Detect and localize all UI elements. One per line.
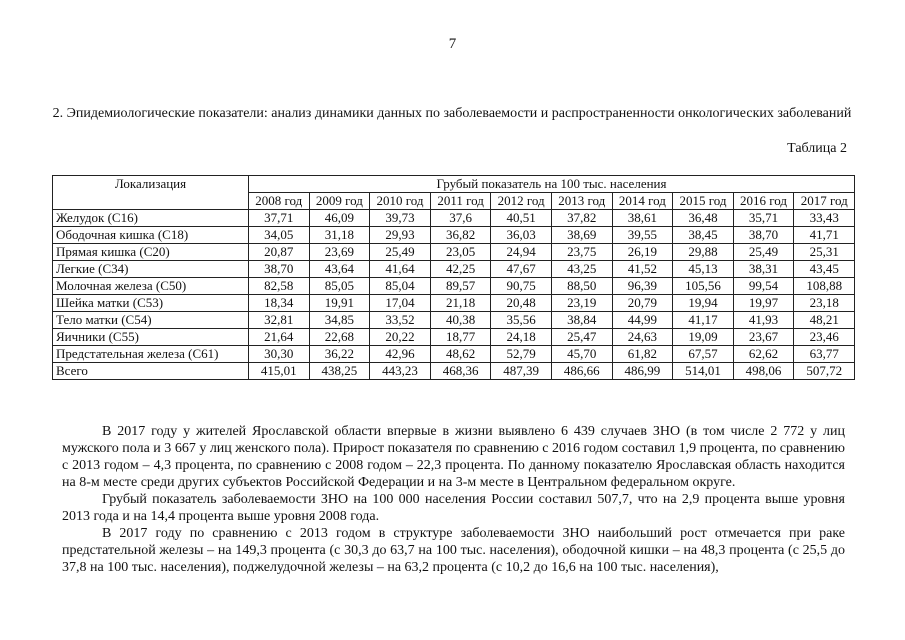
value-cell: 61,82 (612, 346, 673, 363)
table-row (53, 278, 855, 295)
value-cell: 21,64 (249, 329, 310, 346)
value-cell: 63,77 (794, 346, 855, 363)
value-cell: 48,62 (430, 346, 491, 363)
value-cell: 90,75 (491, 278, 552, 295)
value-cell: 34,85 (309, 312, 370, 329)
value-cell: 38,45 (673, 227, 734, 244)
body-text (62, 423, 845, 576)
section-heading: 2. Эпидемиологические показатели: анализ динамики данных по заболеваемости и распространенности онкологических заболеваний (52, 106, 852, 121)
year-header: 2016 год (733, 193, 794, 210)
value-cell: 36,22 (309, 346, 370, 363)
value-cell: 45,70 (551, 346, 612, 363)
paragraph: В 2017 году у жителей Ярославской области впервые в жизни выявлено 6 439 случаев ЗНО (в том числе 2 772 у лиц мужского пола и 3 667 у лиц женского пола). Прирост показателя по сравнению с 2016 годом составил 1,9 процента, по сравнению с 2013 годом – 4,3 процента, по сравнению с 2008 годом – 22,3 процента. По данному показателю Ярославская область находится на 8-м месте среди других субъектов Российской Федерации и на 3-м месте в Центральном федеральном округе. (62, 424, 845, 490)
year-header: 2017 год (794, 193, 855, 210)
value-cell: 41,93 (733, 312, 794, 329)
value-cell: 47,67 (491, 261, 552, 278)
table-row (53, 295, 855, 312)
value-cell: 415,01 (249, 363, 310, 380)
value-cell: 507,72 (794, 363, 855, 380)
value-cell: 498,06 (733, 363, 794, 380)
value-cell: 19,94 (673, 295, 734, 312)
value-cell: 25,47 (551, 329, 612, 346)
value-cell: 17,04 (370, 295, 431, 312)
value-cell: 41,64 (370, 261, 431, 278)
value-cell: 19,09 (673, 329, 734, 346)
value-cell: 486,66 (551, 363, 612, 380)
value-cell: 25,49 (370, 244, 431, 261)
year-header: 2008 год (249, 193, 310, 210)
localization-cell: Всего (53, 363, 249, 380)
localization-cell: Ободочная кишка (С18) (53, 227, 249, 244)
value-cell: 43,25 (551, 261, 612, 278)
value-cell: 37,82 (551, 210, 612, 227)
value-cell: 41,71 (794, 227, 855, 244)
table-row (53, 244, 855, 261)
value-cell: 23,46 (794, 329, 855, 346)
table-body (53, 210, 855, 380)
table-row (53, 227, 855, 244)
value-cell: 20,48 (491, 295, 552, 312)
value-cell: 48,21 (794, 312, 855, 329)
value-cell: 40,38 (430, 312, 491, 329)
value-cell: 62,62 (733, 346, 794, 363)
value-cell: 23,75 (551, 244, 612, 261)
table-row (53, 210, 855, 227)
value-cell: 39,73 (370, 210, 431, 227)
value-cell: 82,58 (249, 278, 310, 295)
year-header: 2011 год (430, 193, 491, 210)
value-cell: 88,50 (551, 278, 612, 295)
year-header: 2009 год (309, 193, 370, 210)
value-cell: 39,55 (612, 227, 673, 244)
value-cell: 438,25 (309, 363, 370, 380)
value-cell: 37,71 (249, 210, 310, 227)
table-header-row (53, 176, 855, 193)
value-cell: 46,09 (309, 210, 370, 227)
year-header: 2010 год (370, 193, 431, 210)
localization-cell: Предстательная железа (С61) (53, 346, 249, 363)
value-cell: 24,18 (491, 329, 552, 346)
value-cell: 487,39 (491, 363, 552, 380)
table-row (53, 312, 855, 329)
value-cell: 38,70 (249, 261, 310, 278)
value-cell: 20,79 (612, 295, 673, 312)
value-cell: 23,18 (794, 295, 855, 312)
value-cell: 36,03 (491, 227, 552, 244)
value-cell: 52,79 (491, 346, 552, 363)
localization-cell: Яичники (С55) (53, 329, 249, 346)
localization-cell: Молочная железа (С50) (53, 278, 249, 295)
value-cell: 26,19 (612, 244, 673, 261)
value-cell: 19,97 (733, 295, 794, 312)
value-cell: 99,54 (733, 278, 794, 295)
value-cell: 443,23 (370, 363, 431, 380)
value-cell: 18,34 (249, 295, 310, 312)
table-row (53, 363, 855, 380)
year-header: 2013 год (551, 193, 612, 210)
value-cell: 19,91 (309, 295, 370, 312)
value-cell: 36,48 (673, 210, 734, 227)
value-cell: 35,56 (491, 312, 552, 329)
value-cell: 41,17 (673, 312, 734, 329)
value-cell: 43,45 (794, 261, 855, 278)
value-cell: 486,99 (612, 363, 673, 380)
value-cell: 67,57 (673, 346, 734, 363)
value-cell: 21,18 (430, 295, 491, 312)
value-cell: 42,96 (370, 346, 431, 363)
value-cell: 38,31 (733, 261, 794, 278)
value-cell: 20,22 (370, 329, 431, 346)
table-row (53, 261, 855, 278)
value-cell: 35,71 (733, 210, 794, 227)
value-cell: 45,13 (673, 261, 734, 278)
value-cell: 85,04 (370, 278, 431, 295)
value-cell: 38,61 (612, 210, 673, 227)
value-cell: 41,52 (612, 261, 673, 278)
value-cell: 25,49 (733, 244, 794, 261)
paragraph: В 2017 году по сравнению с 2013 годом в структуре заболеваемости ЗНО наибольший рост отмечается при раке предстательной железы – на 149,3 процента (с 30,3 до 63,7 на 100 тыс. населения), ободочной кишки – на 48,3 процента (с 25,5 до 37,8 на 100 тыс. населения), поджелудочной железы – на 63,2 процента (с 10,2 до 16,6 на 100 тыс. населения), (62, 526, 845, 575)
value-cell: 105,56 (673, 278, 734, 295)
value-cell: 24,63 (612, 329, 673, 346)
localization-cell: Легкие (С34) (53, 261, 249, 278)
incidence-table (52, 175, 855, 380)
value-cell: 31,18 (309, 227, 370, 244)
value-cell: 23,19 (551, 295, 612, 312)
value-cell: 23,69 (309, 244, 370, 261)
value-cell: 20,87 (249, 244, 310, 261)
year-header: 2014 год (612, 193, 673, 210)
value-cell: 38,69 (551, 227, 612, 244)
localization-cell: Шейка матки (С53) (53, 295, 249, 312)
value-cell: 38,70 (733, 227, 794, 244)
value-cell: 23,67 (733, 329, 794, 346)
value-cell: 23,05 (430, 244, 491, 261)
year-header: 2012 год (491, 193, 552, 210)
value-cell: 22,68 (309, 329, 370, 346)
value-cell: 468,36 (430, 363, 491, 380)
value-cell: 29,88 (673, 244, 734, 261)
value-cell: 30,30 (249, 346, 310, 363)
value-cell: 32,81 (249, 312, 310, 329)
localization-cell: Прямая кишка (С20) (53, 244, 249, 261)
value-cell: 44,99 (612, 312, 673, 329)
localization-cell: Тело матки (С54) (53, 312, 249, 329)
value-cell: 29,93 (370, 227, 431, 244)
value-cell: 89,57 (430, 278, 491, 295)
value-cell: 96,39 (612, 278, 673, 295)
value-cell: 43,64 (309, 261, 370, 278)
value-cell: 34,05 (249, 227, 310, 244)
value-cell: 40,51 (491, 210, 552, 227)
localization-header: Локализация (53, 176, 249, 210)
value-cell: 33,52 (370, 312, 431, 329)
value-cell: 18,77 (430, 329, 491, 346)
value-cell: 24,94 (491, 244, 552, 261)
value-cell: 42,25 (430, 261, 491, 278)
value-cell: 33,43 (794, 210, 855, 227)
value-cell: 108,88 (794, 278, 855, 295)
value-cell: 25,31 (794, 244, 855, 261)
table-row (53, 346, 855, 363)
table-caption: Таблица 2 (787, 141, 847, 156)
year-header: 2015 год (673, 193, 734, 210)
localization-cell: Желудок (С16) (53, 210, 249, 227)
value-cell: 37,6 (430, 210, 491, 227)
table-row (53, 329, 855, 346)
paragraph: Грубый показатель заболеваемости ЗНО на 100 000 населения России составил 507,7, что на 2,9 процента выше уровня 2013 года и на 14,4 процента выше уровня 2008 года. (62, 492, 845, 524)
value-cell: 85,05 (309, 278, 370, 295)
value-cell: 514,01 (673, 363, 734, 380)
page-number: 7 (448, 36, 457, 52)
rate-group-header: Грубый показатель на 100 тыс. населения (249, 176, 855, 193)
value-cell: 36,82 (430, 227, 491, 244)
value-cell: 38,84 (551, 312, 612, 329)
